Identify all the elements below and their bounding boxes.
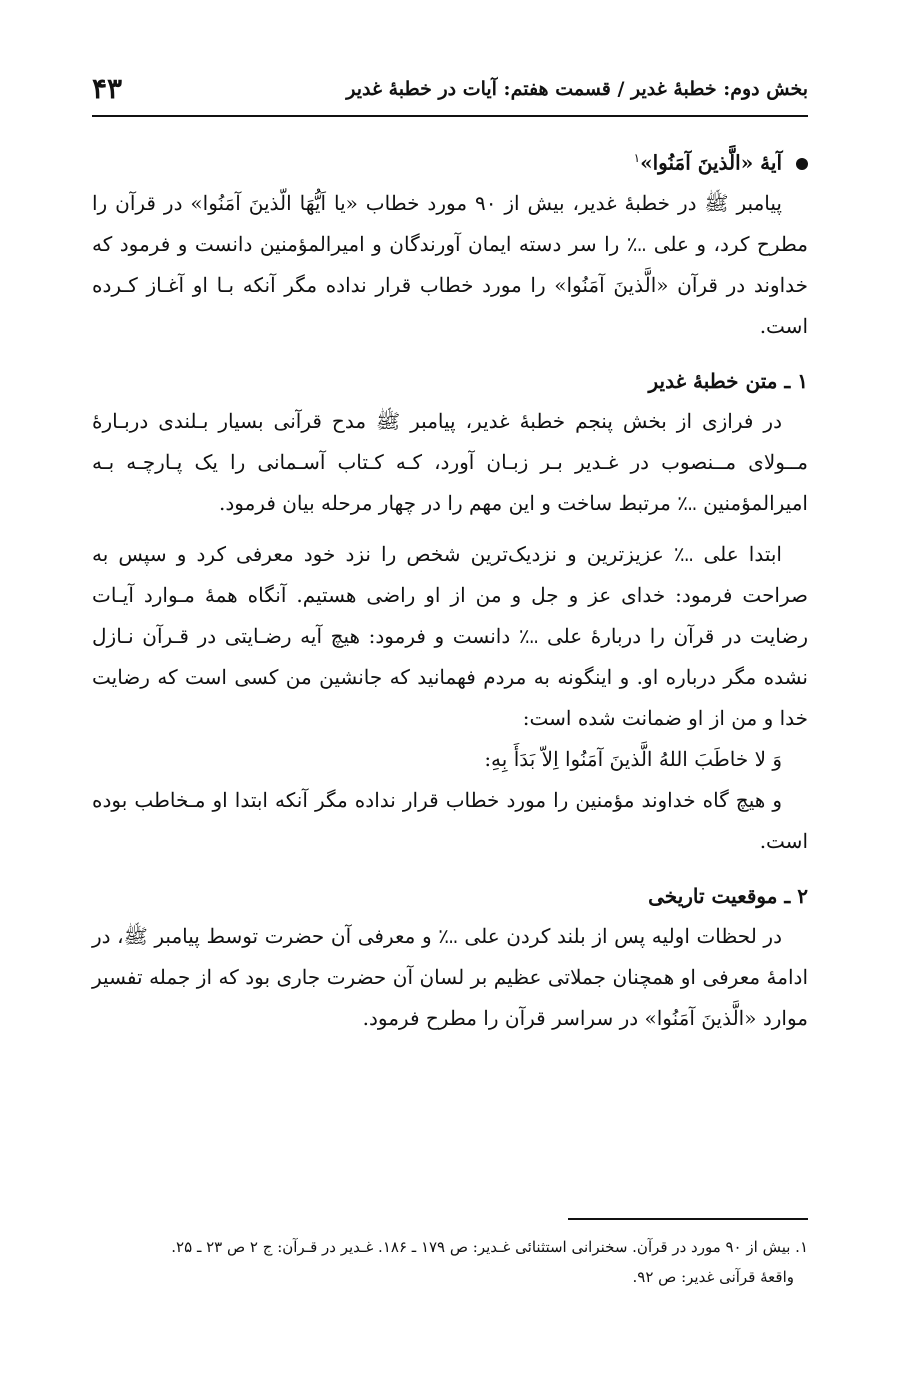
section-1-paragraph-3: و هیچ گاه خداوند مؤمنین را مورد خطاب قرار نداده مگر آنکه ابتدا او مـخاطب بوده است. (92, 787, 808, 853)
section-1-paragraph-1: در فرازی از بخش پنجم خطبۀ غدیر، پیامبر ﷺ مدح قرآنی بسیار بـلندی دربـارۀ مــولای مــنصوب در غـدیر بـر زبـان آورد، کـه کـتاب آسـمانی را یک پـارچـه بـه امیرالمؤمنین ؊ مرتبط ساخت و این مهم را در چهار مرحله بیان فرمود. (92, 408, 808, 515)
page-body (92, 138, 808, 1039)
footnotes (92, 1232, 808, 1292)
spacer (92, 524, 808, 534)
verse-heading-text: آیۀ «الَّذینَ آمَنُوا» (640, 150, 782, 175)
book-page (92, 0, 808, 1390)
intro-paragraph: پیامبر ﷺ در خطبۀ غدیر، بیش از ۹۰ مورد خطاب «یا اَیُّهَا الّذینَ آمَنُوا» در قرآن را مطرح کرد، و علی ؊ را سر دسته ایمان آورندگان و امیرالمؤمنین دانست و فرمود که خداوند در قرآن «الَّذینَ آمَنُوا» را مورد خطاب قرار نداده مگر آنکه بـا او آغـاز کـرده است. (92, 190, 808, 338)
arabic-quote: وَ لا خاطَبَ اللهُ الَّذینَ آمَنُوا اِلاّ بَدَأَ بِهِ: (484, 746, 782, 771)
running-header (92, 60, 808, 116)
section-1-paragraph-2: ابتدا علی ؊ عزیزترین و نزدیک‌ترین شخص را نزد خود معرفی کرد و سپس به صراحت فرمود: خدای عز و جل و من از او راضی هستیم. آنگاه همۀ مـوارد آیـات رضایت در قرآن را دربارۀ علی ؊ دانست و فرمود: هیچ آیه رضـایتی در قـرآن نـازل نشده مگر درباره او. و اینگونه به مردم فهمانید که جانشین من کسی است که رضایت خدا و من از او ضمانت شده است: (92, 541, 809, 730)
section-heading-verse (92, 138, 808, 183)
bullet-icon (796, 158, 808, 170)
spacer (92, 347, 808, 361)
footnote-line-2: واقعۀ قرآنی غدیر: ص ۹۲. (632, 1268, 794, 1286)
footnote-line-1: ۱. بیش از ۹۰ مورد در قرآن. سخنرانی استثنائی غـدیر: ص ۱۷۹ ـ ۱۸۶. غـدیر در قـرآن: ج ۲ ص ۲۳ ـ ۲۵. (171, 1238, 808, 1256)
header-divider (92, 115, 808, 117)
running-header-title: بخش دوم: خطبۀ غدیر / قسمت هفتم: آیات در خطبۀ غدیر (346, 78, 808, 100)
page-number: ۴۳ (92, 72, 123, 105)
section-heading-2: ۲ ـ موقعیت تاریخی (648, 883, 808, 908)
section-heading-1: ۱ ـ متن خطبۀ غدیر (648, 368, 808, 393)
footnote-divider (568, 1218, 808, 1220)
spacer (92, 862, 808, 876)
section-2-paragraph: در لحظات اولیه پس از بلند کردن علی ؊ و معرفی آن حضرت توسط پیامبر ﷺ، در ادامۀ معرفی او همچنان جملاتی عظیم بر لسان آن حضرت جاری بود که از جمله تفسیر موارد «الَّذینَ آمَنُوا» در سراسر قرآن را مطرح فرمود. (92, 923, 808, 1030)
footnote-marker: ۱ (633, 151, 641, 165)
